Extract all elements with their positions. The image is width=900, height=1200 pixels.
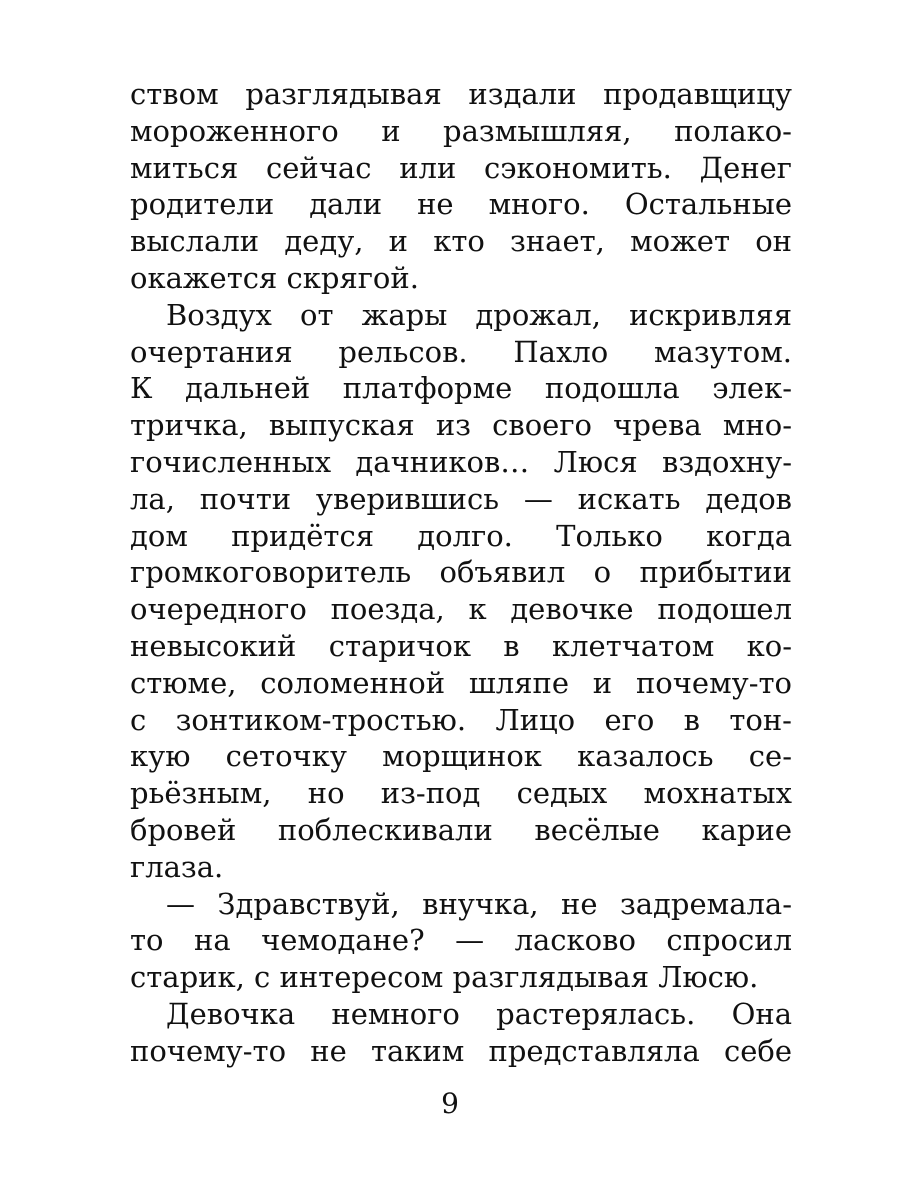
text-line: невысокий старичок в клетчатом ко- <box>130 628 792 663</box>
text-line: окажется скрягой. <box>130 260 419 295</box>
text-line: К дальней платформе подошла элек- <box>130 371 792 406</box>
paragraph-4 <box>130 996 792 1070</box>
text-line: очертания рельсов. Пахло мазутом. <box>130 334 792 369</box>
text-line: гочисленных дачников… Люся вздохну- <box>130 444 792 479</box>
text-line: кую сеточку морщинок казалось се- <box>130 739 792 774</box>
text-line: — Здравствуй, внучка, не задремала- <box>166 886 792 921</box>
paragraph-3 <box>130 886 792 996</box>
text-line: то на чемодане? — ласково спросил <box>130 923 792 958</box>
text-line: бровей поблескивали весёлые карие <box>130 812 792 847</box>
text-line: выслали деду, и кто знает, может он <box>130 224 792 259</box>
text-line: Воздух от жары дрожал, искривляя <box>166 297 792 332</box>
text-line: ла, почти уверившись — искать дедов <box>130 481 792 516</box>
text-line: ством разглядывая издали продавщицу <box>130 77 792 111</box>
text-line: дом придётся долго. Только когда <box>130 518 792 553</box>
text-line: рьёзным, но из-под седых мохнатых <box>130 776 792 811</box>
text-line: тричка, выпуская из своего чрева мно- <box>130 408 792 443</box>
text-line: с зонтиком-тростью. Лицо его в тон- <box>130 702 792 737</box>
text-line: мороженного и размышляя, полако- <box>130 113 792 148</box>
paragraph-1 <box>130 76 792 297</box>
text-line: громкоговоритель объявил о прибытии <box>130 555 792 590</box>
text-line: старик, с интересом разглядывая Люсю. <box>130 960 759 995</box>
text-line: очередного поезда, к девочке подошел <box>130 592 792 627</box>
page-body <box>130 76 792 1070</box>
text-line: стюме, соломенной шляпе и почему-то <box>130 665 792 700</box>
text-line: миться сейчас или сэкономить. Денег <box>130 150 792 185</box>
text-line: родители дали не много. Остальные <box>130 187 792 222</box>
paragraph-2 <box>130 297 792 886</box>
text-line: почему-то не таким представляла себе <box>130 1033 792 1068</box>
page-number: 9 <box>441 1087 459 1120</box>
text-line: Девочка немного растерялась. Она <box>166 996 792 1031</box>
text-line: глаза. <box>130 849 224 884</box>
